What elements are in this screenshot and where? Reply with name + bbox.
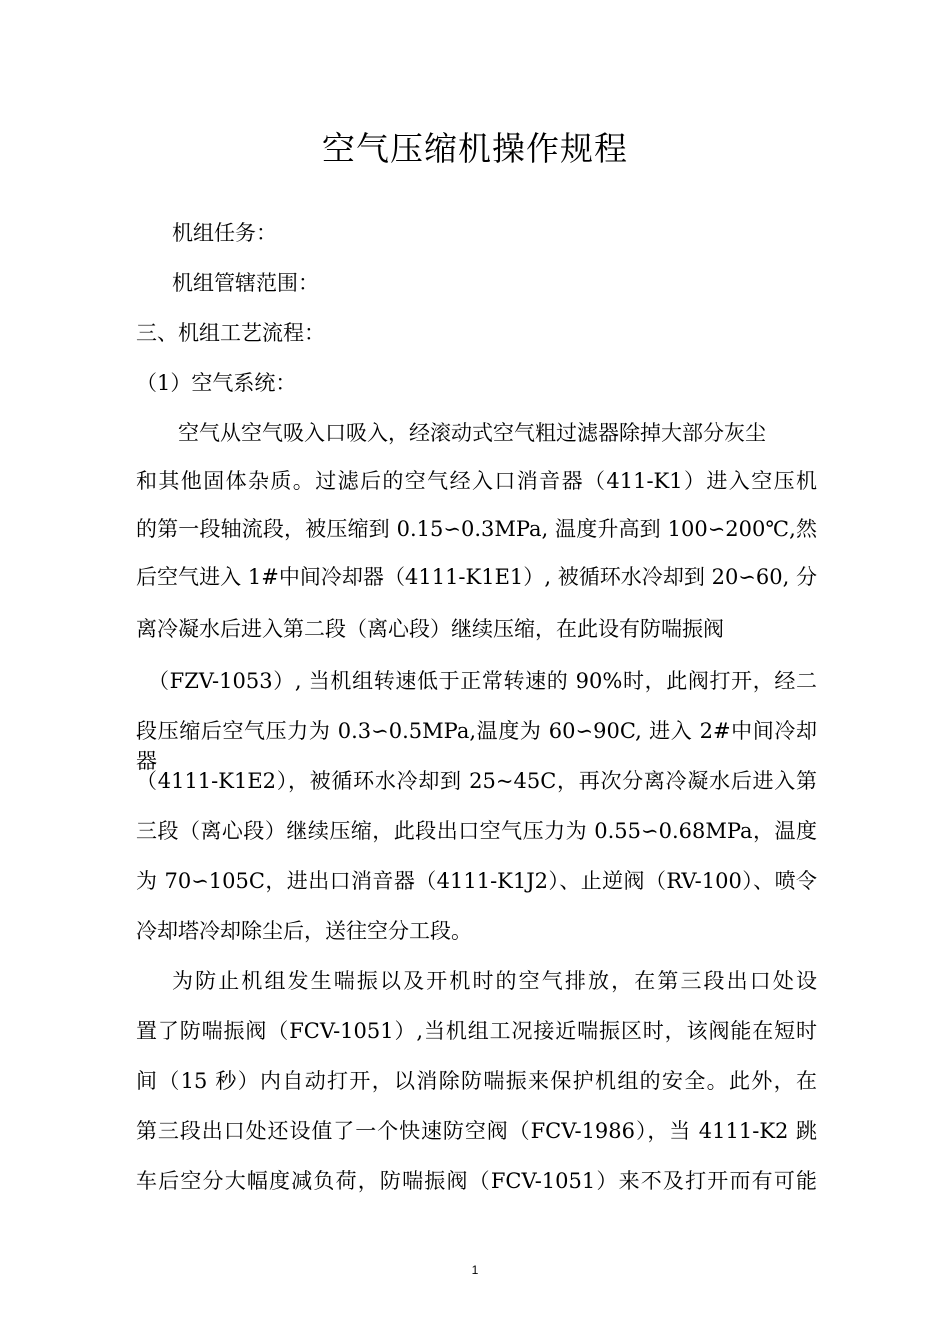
paragraph-line: 的第一段轴流段，被压缩到 0.15∽0.3MPa, 温度升高到 100∽200℃,然 — [136, 517, 817, 541]
paragraph-line: 冷却塔冷却除尘后，送往空分工段。 — [136, 919, 472, 943]
page-number: 1 — [471, 1263, 479, 1277]
paragraph-line: 后空气进入 1#中间冷却器（4111-K1E1）, 被循环水冷却到 20∽60, 分 — [136, 565, 817, 589]
paragraph-line: 间（15 秒）内自动打开，以消除防喘振来保护机组的安全。此外，在 — [136, 1069, 817, 1093]
paragraph-line: 置了防喘振阀（FCV-1051）,当机组工况接近喘振区时，该阀能在短时 — [136, 1019, 817, 1043]
page-title: 空气压缩机操作规程 — [322, 129, 628, 168]
paragraph-line: （4111-K1E2），被循环水冷却到 25~45C，再次分离冷凝水后进入第 — [136, 769, 817, 793]
paragraph-line: 段压缩后空气压力为 0.3∽0.5MPa,温度为 60∽90C, 进入 2#中间冷却器 — [136, 719, 817, 773]
paragraph-line: 车后空分大幅度减负荷，防喘振阀（FCV-1051）来不及打开而有可能 — [136, 1169, 817, 1193]
subsection-heading-air-system: （1）空气系统： — [136, 371, 297, 395]
paragraph-line: 第三段出口处还设值了一个快速防空阀（FCV-1986），当 4111-K2 跳 — [136, 1119, 817, 1143]
unit-task-heading: 机组任务： — [172, 221, 277, 245]
paragraph-line: 空气从空气吸入口吸入，经滚动式空气粗过滤器除掉大部分灰尘 — [178, 421, 766, 445]
paragraph-line: 离冷凝水后进入第二段（离心段）继续压缩，在此设有防喘振阀 — [136, 617, 724, 641]
paragraph-line: 三段（离心段）继续压缩，此段出口空气压力为 0.55∽0.68MPa，温度 — [136, 819, 817, 843]
paragraph-line: （FZV-1053）, 当机组转速低于正常转速的 90%时，此阀打开，经二 — [148, 669, 817, 693]
section-heading-process-flow: 三、机组工艺流程： — [136, 321, 325, 345]
paragraph-line: 为 70∽105C，进出口消音器（4111-K1J2）、止逆阀（RV-100）、喷令 — [136, 869, 817, 893]
paragraph-line: 为防止机组发生喘振以及开机时的空气排放，在第三段出口处设 — [172, 969, 817, 993]
paragraph-line: 和其他固体杂质。过滤后的空气经入口消音器（411-K1）进入空压机 — [136, 469, 817, 493]
unit-scope-heading: 机组管辖范围： — [172, 271, 319, 295]
